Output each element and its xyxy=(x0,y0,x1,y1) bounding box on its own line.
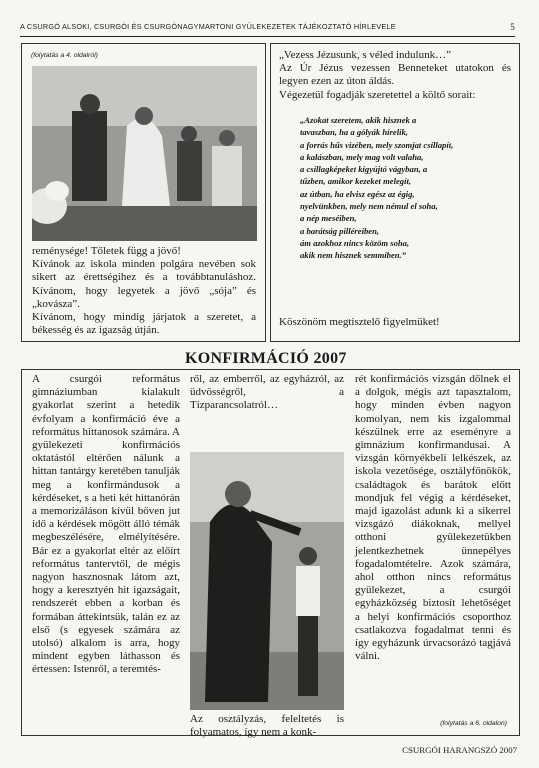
article-column-2-top: ről, az emberről, az egyházról, az üdvösségről, a Tízparancsolatról… xyxy=(190,373,344,412)
article-column-2-bottom: Az osztályzás, feleltetés is folyamatos, így nem a konk- xyxy=(190,713,344,739)
top-left-text xyxy=(32,245,256,337)
poem-line: a kalászban, mely mag volt valaha, xyxy=(300,151,424,162)
poem-line: nyelvünkben, mely nem némul el soha, xyxy=(300,201,438,212)
newsletter-title: A CSURGÓ ALSOKI, CSURGÓI ÉS CSURGÓNAGYMARTONI GYÜLEKEZETEK TÁJÉKOZTATÓ HÍRLEVELE xyxy=(20,22,396,31)
school-ceremony-photo xyxy=(32,66,257,241)
poem-line: a csillagképeket kigyújtó vágyban, a xyxy=(300,164,428,175)
poem-line: a nép meséiben, xyxy=(300,213,357,224)
poem-line: a forrás hűs vizében, mely szomjat csillapít, xyxy=(300,139,454,150)
poem-intro: Végezetül fogadják szeretettel a költő sorait: xyxy=(279,88,476,101)
thanks-line: Köszönöm megtisztelő figyelmüket! xyxy=(279,316,440,328)
top-left-para-2: Kívánok az iskola minden polgára nevében sok sikert az érettségihez és a továbbtanuláshoz. Kívánom, hogy legyetek a jövő „sója” és „kovásza”. xyxy=(32,258,256,310)
poem-line: tavaszban, ha a gólyák hírelik, xyxy=(300,127,408,138)
top-right-text xyxy=(279,49,511,102)
top-left-para-3: Kívánom, hogy mindig járjatok a szeretet, a békesség és az igazság útján. xyxy=(32,311,256,337)
continued-to-note: (folytatás a 6. oldalon) xyxy=(440,720,507,727)
top-right-box xyxy=(270,43,520,342)
poem-line: a barátság pilléreiben, xyxy=(300,225,380,236)
confirmation-photo-illustration xyxy=(190,452,344,710)
quote-line: „Vezess Jézusunk, s véled indulunk…” xyxy=(279,49,451,61)
top-left-box xyxy=(21,43,266,342)
continued-from-note: (folytatás a 4. oldalról) xyxy=(31,52,98,59)
article-title: KONFIRMÁCIÓ 2007 xyxy=(185,350,347,367)
confirmation-photo xyxy=(190,452,344,710)
page-footer: CSURGÓI HARANGSZÓ 2007 xyxy=(402,745,517,755)
article-column-3: rét konfirmációs vizsgán dőlnek el a dolgok, mégis azt tapasztalom, hogy minden évben nagyon komolyan, nem kis izgalommal készülnek erre az eseményre a gimnázium konfirmandusai. A vizsgán környékbeli lelkészek, az iskola vezetősége, osztályfőnökök, családtagok és barátok előtt mondjuk fel végig a kérdéseket, majd igazolást adunk ki a sikerrel vizsgázó diákoknak, mellyel otthoni gyülekezetükben jelentkezhetnek ünnepélyes fogadalomtételre. Azok számára, ahol otthon nincs református gyülekezet, a csurgói egyházközség biztosít lehetőséget a helyi konfirmációs csoporthoz csatlakozva fogadalmat tenni és így egyházunk úrvacsorázó tagjává válni. xyxy=(355,373,511,663)
page-number: 5 xyxy=(510,22,515,32)
poem xyxy=(300,114,510,262)
poem-line: tűzben, amikor kezeket melegít, xyxy=(300,176,411,187)
article-column-1: A csurgói református gimnáziumban kialakult gyakorlat szerint a hetedik évfolyam a konfirmáció éve a református hittanosok számára. A gyülekezeti konfirmációs oktatástól eltérően nálunk a hittan tantárgy keretében tanulják meg a konfirmándusok a kérdéseket, s a heti két hittanórán a memorizáláson kívül bőven jut idő a kérdések mögött álló témák megbeszélésére, elmélyítésére. Bár ez a gyakorlat eltér az előírt református tantervtől, de mégis nagyon hasznosnak látom azt, hogy a keresztyén hit igazságait, rendszerét ebben a korban és formában áttekintsük, talán ez az első (s egyesek számára az utolsó) alkalom is arra, hogy mindent egyben láthasson és értessen: Istenről, a teremtés- xyxy=(32,373,180,676)
poem-line: „Azokat szeretem, akik hisznek a xyxy=(300,115,417,125)
ceremony-photo-illustration xyxy=(32,66,257,241)
poem-line: ám azokhoz nincs közöm soha, xyxy=(300,237,410,248)
poem-line: az útban, ha elvisz egész az égig, xyxy=(300,188,415,199)
blessing-paragraph: Az Úr Jézus vezessen Benneteket utatokon és legyen ezen az úton áldás. xyxy=(279,62,511,88)
poem-line: akik nem hisznek semmiben.” xyxy=(300,250,406,261)
page-header xyxy=(20,22,515,37)
top-left-para-1: reménysége! Tőletek függ a jövő! xyxy=(32,245,181,257)
article-box xyxy=(21,369,520,739)
